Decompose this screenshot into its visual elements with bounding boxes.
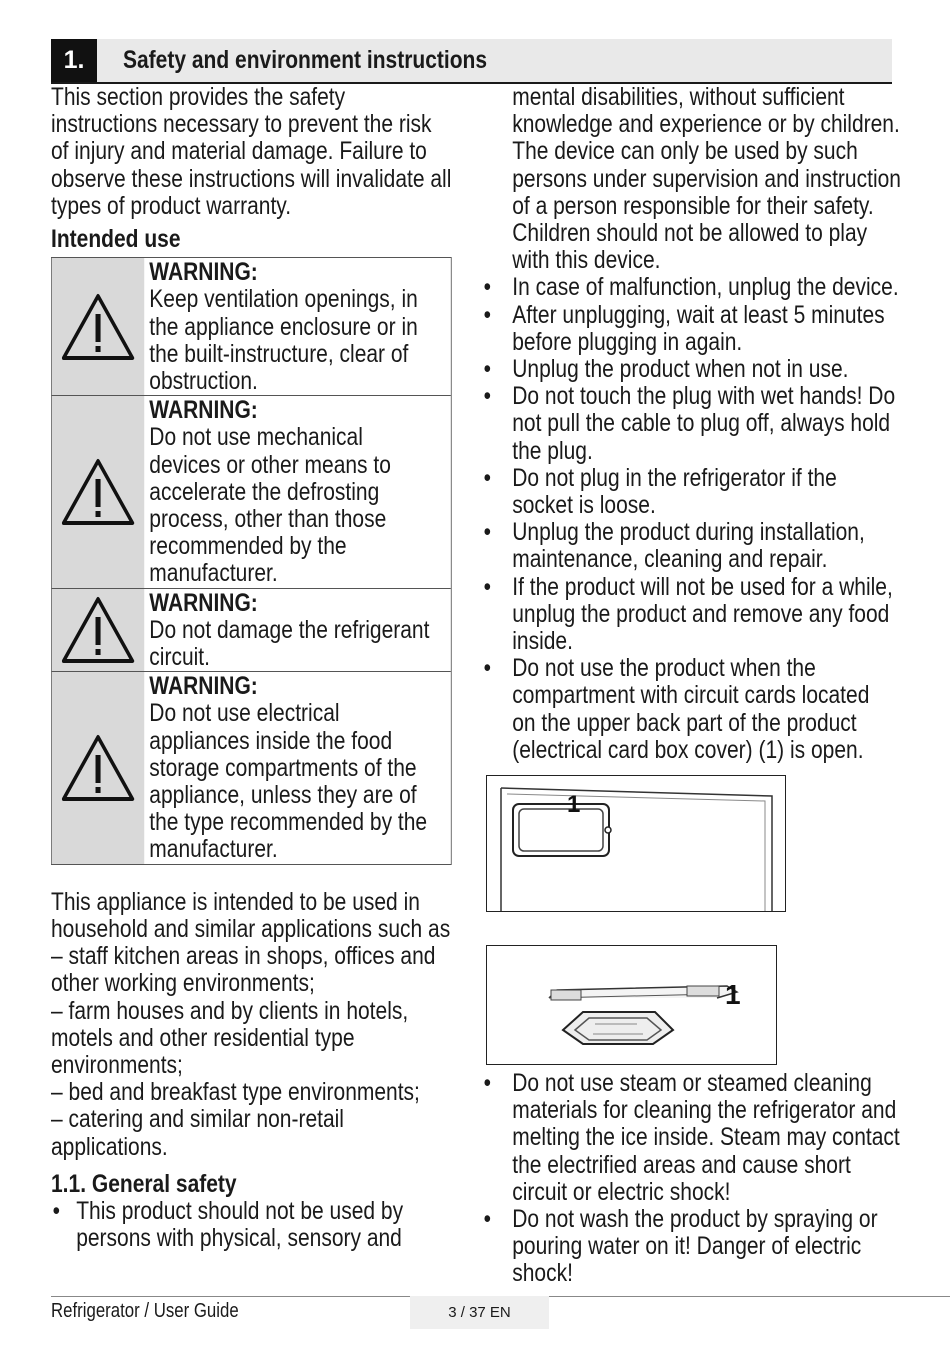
text-line: – farm houses and by clients in hotels,: [51, 996, 409, 1025]
text-line: maintenance, cleaning and repair.: [512, 545, 828, 574]
text-line: • After unplugging, wait at least 5 minutes: [512, 300, 885, 329]
text-line: other working environments;: [51, 969, 315, 998]
text-line: environments;: [51, 1050, 183, 1079]
text-line: applications.: [51, 1132, 168, 1161]
text-line: recommended by the: [149, 532, 347, 561]
warning-title: WARNING:: [149, 396, 258, 425]
list-item: [482, 1069, 900, 1206]
text-line: shock!: [512, 1259, 573, 1288]
text-line: unplug the product and remove any food: [512, 599, 890, 628]
warning-text-cell: [144, 672, 451, 863]
warning-text-cell: [144, 589, 451, 672]
text-line: Do not damage the refrigerant: [149, 615, 430, 644]
warning-body: [149, 424, 451, 587]
list-item: [482, 572, 893, 656]
footer-doc-title: Refrigerator / User Guide: [51, 1300, 239, 1322]
text-line: the plug.: [512, 436, 593, 465]
text-line: inside.: [512, 627, 573, 656]
text-line: process, other than those: [149, 505, 387, 534]
text-line: manufacturer.: [149, 559, 278, 588]
right-column: [482, 83, 901, 764]
text-line: circuit.: [149, 643, 210, 672]
warning-body: [149, 617, 451, 671]
text-line: Keep ventilation openings, in: [149, 285, 418, 314]
top-cover-figure: [486, 945, 777, 1065]
text-line: • Do not use the product when the: [512, 654, 816, 683]
warning-title: WARNING:: [149, 258, 258, 287]
warning-icon-cell: [52, 589, 144, 672]
text-line: – staff kitchen areas in shops, offices and: [51, 942, 436, 971]
text-line: Do not use electrical: [149, 699, 340, 728]
text-line: manufacturer.: [149, 835, 278, 864]
continuation-paragraph: [482, 83, 901, 275]
text-line: circuit or electric shock!: [512, 1177, 731, 1206]
text-line: melting the ice inside. Steam may contact: [512, 1123, 900, 1152]
text-line: – bed and breakfast type environments;: [51, 1078, 420, 1107]
text-line: appliance, unless they are of: [149, 781, 417, 810]
list-item: [482, 356, 852, 383]
text-line: of a person responsible for their safety.: [512, 191, 874, 220]
text-line: motels and other residential type: [51, 1023, 355, 1052]
text-line: instructions necessary to prevent the risk: [51, 110, 432, 139]
warning-triangle-icon: [60, 733, 136, 803]
text-line: devices or other means to: [149, 450, 391, 479]
text-line: knowledge and experience or by children.: [512, 110, 900, 139]
list-item: [482, 465, 852, 519]
text-line: • Unplug the product during installation,: [512, 518, 865, 547]
text-line: • This product should not be used by: [76, 1196, 404, 1225]
intended-use-heading: Intended use: [51, 225, 181, 254]
warning-row: [52, 258, 451, 395]
list-item: [482, 518, 865, 574]
text-line: This appliance is intended to be used in: [51, 887, 420, 916]
text-line: types of product warranty.: [51, 191, 292, 220]
card-box-figure: [486, 775, 786, 912]
warning-icon-cell: [52, 396, 144, 587]
warning-text-cell: [144, 396, 451, 587]
text-line: pouring water on it! Danger of electric: [512, 1232, 862, 1261]
list-item: [482, 382, 896, 465]
text-line: • Do not use steam or steamed cleaning: [512, 1069, 872, 1097]
text-line: • In case of malfunction, unplug the device.: [512, 273, 899, 302]
list-item: [51, 1198, 404, 1252]
text-line: • Do not wash the product by spraying or: [512, 1205, 878, 1234]
intro-paragraph: [51, 84, 471, 220]
text-line: mental disabilities, without sufficient: [512, 83, 845, 111]
text-line: persons with physical, sensory and: [76, 1224, 402, 1253]
section-title: Safety and environment instructions: [123, 46, 488, 74]
text-line: storage compartments of the: [149, 753, 417, 782]
text-line: (electrical card box cover) (1) is open.: [512, 735, 864, 764]
list-item: [482, 273, 899, 302]
warning-icon-cell: [52, 258, 144, 395]
text-line: appliances inside the food: [149, 726, 393, 755]
general-safety-list: [51, 1198, 404, 1252]
text-line: on the upper back part of the product: [512, 708, 857, 737]
right-column-lower: [482, 1069, 900, 1288]
text-line: The device can only be used by such: [512, 137, 858, 166]
warning-title: WARNING:: [149, 672, 258, 701]
text-line: the type recommended by the: [149, 808, 428, 837]
text-line: the built-instructure, clear of: [149, 339, 409, 368]
callout-label: 1: [725, 979, 741, 1010]
list-item: [482, 300, 885, 356]
text-line: This section provides the safety: [51, 83, 346, 111]
top-cover-illustration: [487, 946, 776, 1064]
text-line: persons under supervision and instruction: [512, 164, 901, 193]
text-line: • If the product will not be used for a while,: [512, 572, 893, 601]
text-line: compartment with circuit cards located: [512, 681, 870, 710]
warning-row: [52, 588, 451, 672]
card-box-illustration: [487, 776, 785, 911]
left-column: [51, 83, 452, 1253]
footer-page-number: 3 / 37 EN: [410, 1296, 549, 1329]
text-line: with this device.: [512, 246, 661, 275]
text-line: household and similar applications such as: [51, 914, 451, 943]
warning-row: [52, 671, 451, 863]
text-line: obstruction.: [149, 367, 258, 396]
text-line: before plugging in again.: [512, 327, 743, 356]
warning-body: [149, 700, 451, 863]
warning-text-cell: [144, 258, 451, 395]
list-item: [482, 654, 870, 764]
warning-triangle-icon: [60, 457, 136, 527]
intended-use-paragraph: [51, 889, 471, 1161]
warning-table: [51, 257, 452, 864]
warning-body: [149, 286, 451, 395]
list-item: [482, 1205, 878, 1288]
section-number: 1.: [51, 39, 97, 82]
text-line: • Do not touch the plug with wet hands! Do: [512, 382, 896, 411]
text-line: – catering and similar non-retail: [51, 1105, 344, 1134]
text-line: • Do not plug in the refrigerator if the: [512, 463, 837, 492]
callout-label: 1: [567, 791, 581, 818]
warning-triangle-icon: [60, 292, 136, 362]
text-line: Children should not be allowed to play: [512, 219, 868, 248]
text-line: not pull the cable to plug off, always hold: [512, 409, 891, 438]
warning-icon-cell: [52, 672, 144, 863]
text-line: observe these instructions will invalidate all: [51, 164, 452, 193]
text-line: socket is loose.: [512, 491, 656, 520]
safety-list: [482, 273, 899, 764]
text-line: the electrified areas and cause short: [512, 1150, 851, 1179]
section-header: [51, 39, 892, 84]
general-safety-heading: 1.1. General safety: [51, 1169, 237, 1198]
warning-row: [52, 395, 451, 587]
text-line: Do not use mechanical: [149, 423, 363, 452]
text-line: of injury and material damage. Failure to: [51, 137, 427, 166]
text-line: materials for cleaning the refrigerator and: [512, 1096, 897, 1125]
text-line: accelerate the defrosting: [149, 477, 380, 506]
text-line: the appliance enclosure or in: [149, 312, 418, 341]
text-line: • Unplug the product when not in use.: [512, 355, 849, 384]
cleaning-safety-list: [482, 1069, 900, 1288]
warning-triangle-icon: [60, 595, 136, 665]
warning-title: WARNING:: [149, 588, 258, 617]
